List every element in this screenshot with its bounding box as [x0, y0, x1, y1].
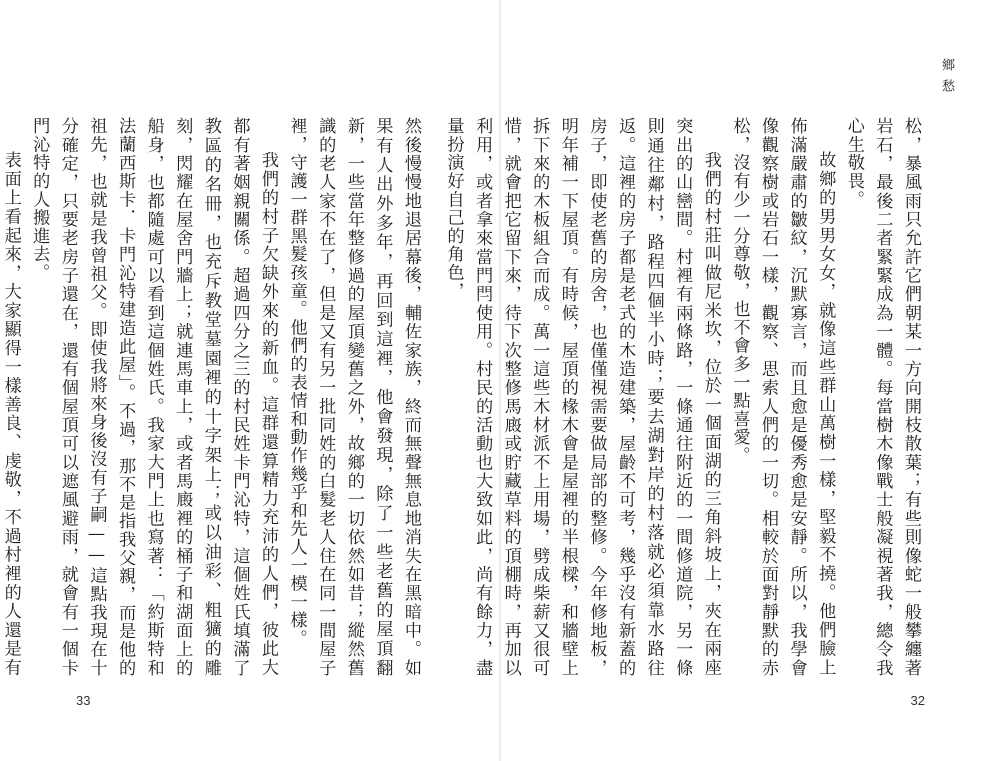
- paragraph: 然後慢慢地退居幕後，輔佐家族，終而無聲無息地消失在黑暗中。如果有人出外多年，再回到這裡，他會發現，除了一些老舊的屋頂翻新，一些當年整修過的屋頂變舊之外，故鄉的一切依然如昔；縱然舊識的老人家不在了，但是又有另一批同姓的白髮老人住在同一間屋子裡，守護一群黑髮孩童。他們的表情和動作幾乎和先人一模一樣。: [286, 117, 421, 677]
- paragraph: 松，暴風雨只允許它們朝某一方向開枝散葉；有些則像蛇一般攀纏著岩石，最後二者緊緊成為一體。每當樹木像戰士般凝視著我，總令我心生敬畏。: [843, 117, 921, 677]
- right-page: [443, 0, 1000, 761]
- chapter-title: 鄉愁: [939, 58, 954, 100]
- paragraph: 故鄉的男男女女，就像這些群山萬樹一樣，堅毅不撓。他們臉上佈滿嚴肅的皺紋，沉默寡言，而且愈是優秀愈是安靜。所以，我學會像觀察樹或岩石一樣，觀察、思索人們的一切。相較於面對靜默的赤松，沒有少一分尊敬，也不會多一點喜愛。: [729, 117, 836, 677]
- page-number-left: 33: [76, 693, 91, 708]
- paragraph: 我們的村莊叫做尼米坎，位於一個面湖的三角斜坡上，夾在兩座突出的山巒間。村裡有兩條路，一條通往附近的一間修道院，另一條則通往鄰村，路程四個半小時；要去湖對岸的村落就必須靠水路往返。這裡的房子都是老式的木造建築，屋齡不可考，幾乎沒有新蓋的房子，即使老舊的房舍，也僅僅視需要做局部的整修。今年修地板，明年補一下屋頂。有時候，屋頂的椽木會是屋裡的半根樑，和牆壁上拆下來的木板組合而成。萬一這些木材派不上用場，劈成柴薪又很可惜，就會把它留下來，待下次整修馬廄或貯藏草料的頂棚時，再加以利用，或者拿來當門閂使用。村民的活動也大致如此，尚有餘力，盡量扮演好自己的角色，: [443, 117, 721, 677]
- right-page-body: [443, 117, 925, 677]
- paragraph: 表面上看起來，大家顯得一樣善良、虔敬，不過村裡的人還是有: [0, 151, 21, 677]
- paragraph: 我們的村子欠缺外來的新血。這群還算精力充沛的人們，彼此大都有著姻親關係。超過四分之三的村民姓卡門沁特，這個姓氏填滿了教區的名冊，也充斥教堂墓園裡的十字架上；或以油彩、粗獷的雕刻，閃耀在屋舍門牆上；就連馬車上，或者馬廄裡的桶子和湖面上的船身，也都隨處可以看到這個姓氏。我家大門上也寫著：「約斯特和法蘭西斯卡．卡門沁特建造此屋」。不過，那不是指我父親，而是他的祖先，也就是我曾祖父。即使我將來身後沒有子嗣——這點我現在十分確定，只要老房子還在，還有個屋頂可以遮風避雨，就會有一個卡門沁特的人搬進去。: [29, 117, 279, 677]
- page-number-right: 32: [910, 693, 925, 708]
- left-page-body: [0, 117, 425, 677]
